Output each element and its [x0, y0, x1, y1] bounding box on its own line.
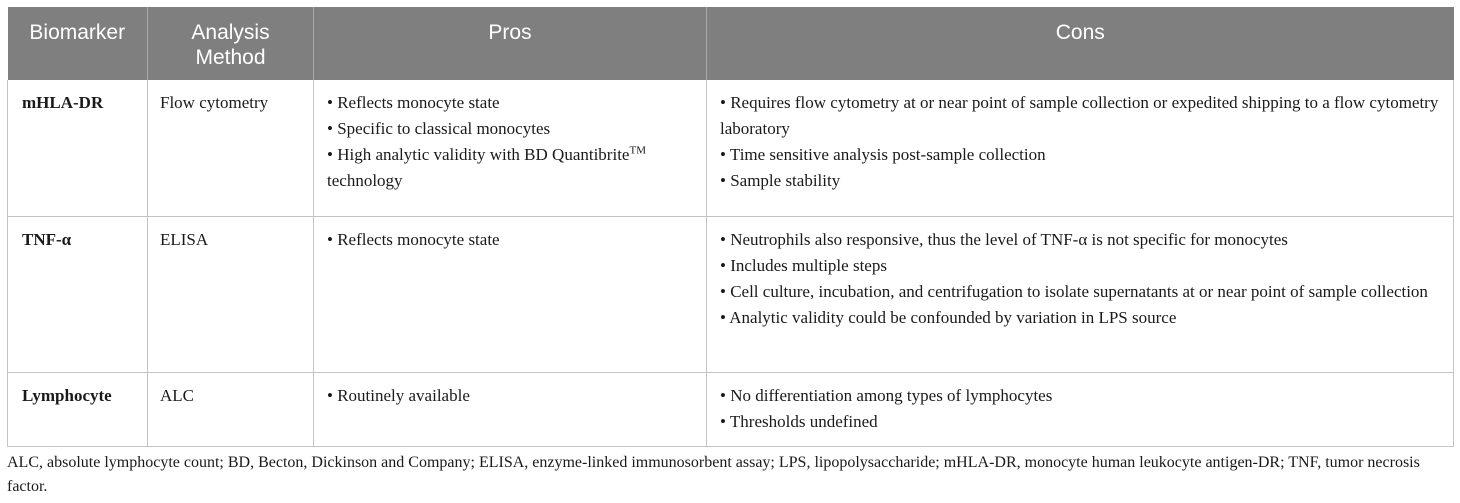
cons-cell — [707, 80, 1454, 216]
bullet-glyph: • — [720, 411, 726, 431]
cons-item: • Requires flow cytometry at or near point of sample collection or expedited shipping to a flow cytometry laboratory — [720, 93, 1439, 138]
cons-item: • Neutrophils also responsive, thus the level of TNF-α is not specific for monocytes — [720, 229, 1288, 249]
method-cell: ELISA — [148, 216, 314, 372]
cons-cell — [707, 216, 1454, 372]
header-cons: Cons — [707, 7, 1454, 80]
table-row — [8, 216, 1454, 372]
cons-item: • Includes multiple steps — [720, 255, 887, 275]
bullet-glyph: • — [327, 145, 333, 164]
pros-item: • Specific to classical monocytes — [327, 119, 551, 138]
table-row — [8, 80, 1454, 216]
bullet-glyph: • — [720, 93, 726, 112]
bullet-glyph: • — [327, 229, 333, 249]
cons-cell — [707, 372, 1454, 446]
method-cell: Flow cytometry — [148, 80, 314, 216]
cons-item: • Thresholds undefined — [720, 411, 878, 431]
pros-cell — [314, 216, 707, 372]
bullet-glyph: • — [720, 281, 726, 301]
table-header-row — [8, 7, 1454, 80]
biomarker-cell: mHLA-DR — [8, 80, 148, 216]
bullet-glyph: • — [720, 229, 726, 249]
cons-item: • Cell culture, incubation, and centrifugation to isolate supernatants at or near point of sample collection — [720, 281, 1428, 301]
cons-item: • No differentiation among types of lymphocytes — [720, 385, 1053, 405]
header-pros: Pros — [314, 7, 707, 80]
pros-item: • Reflects monocyte state — [327, 93, 500, 112]
bullet-glyph: • — [720, 145, 726, 164]
bullet-glyph: • — [327, 119, 333, 138]
bullet-glyph: • — [327, 93, 333, 112]
table-row — [8, 372, 1454, 446]
bullet-glyph: • — [720, 255, 726, 275]
method-cell: ALC — [148, 372, 314, 446]
trademark-superscript: TM — [629, 144, 646, 157]
cons-item: • Analytic validity could be confounded by variation in LPS source — [720, 307, 1177, 327]
pros-cell — [314, 372, 707, 446]
header-biomarker: Biomarker — [8, 7, 148, 80]
pros-item: • High analytic validity with BD Quantibrite™ technology — [327, 144, 646, 190]
biomarker-cell: TNF-α — [8, 216, 148, 372]
cons-item: • Time sensitive analysis post-sample collection — [720, 145, 1046, 164]
pros-cell — [314, 80, 707, 216]
bullet-glyph: • — [720, 307, 726, 327]
header-analysis-method: Analysis Method — [148, 7, 314, 80]
cons-item: • Sample stability — [720, 171, 841, 190]
biomarker-table — [7, 7, 1454, 447]
bullet-glyph: • — [720, 171, 726, 190]
table-footnote: ALC, absolute lymphocyte count; BD, Becton, Dickinson and Company; ELISA, enzyme-linked immunosorbent assay; LPS, lipopolysaccharide; mHLA-DR, monocyte human leukocyte antigen-DR; TNF, tumor necrosis factor. — [7, 454, 1420, 495]
bullet-glyph: • — [720, 385, 726, 405]
pros-item: • Routinely available — [327, 385, 470, 405]
pros-item: • Reflects monocyte state — [327, 229, 500, 249]
bullet-glyph: • — [327, 385, 333, 405]
biomarker-cell: Lymphocyte — [8, 372, 148, 446]
